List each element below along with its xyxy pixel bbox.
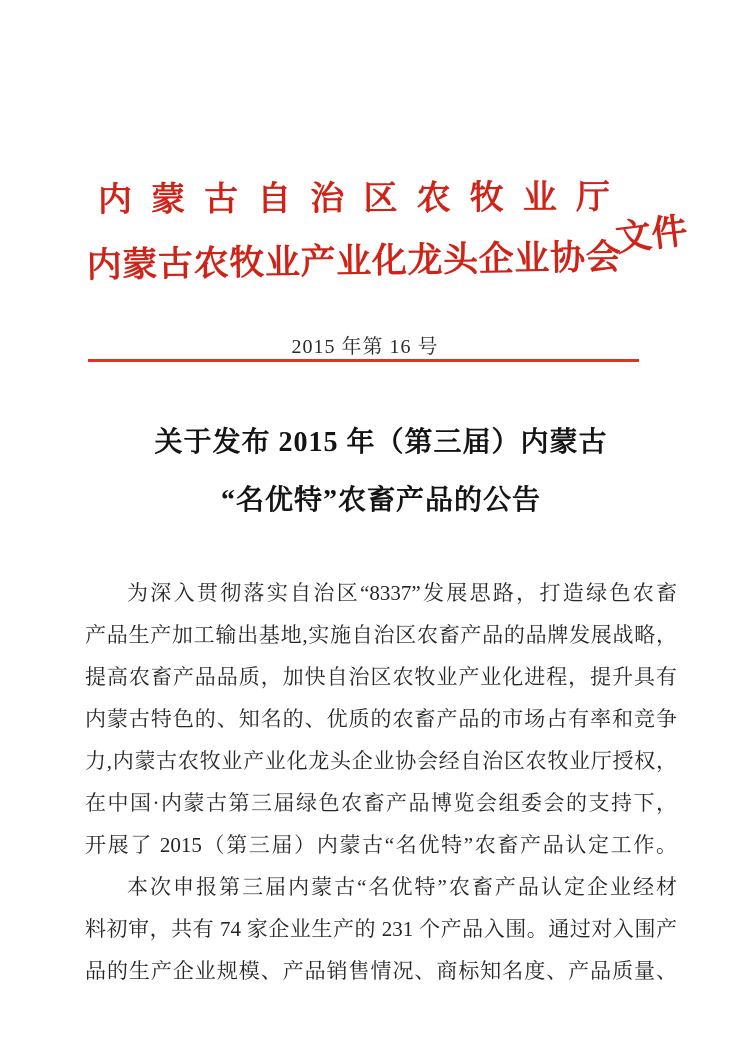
body-text xyxy=(85,578,677,998)
letterhead-document-suffix: 文件 xyxy=(613,210,690,259)
body-text-line: 产品生产加工输出基地,实施自治区农畜产品的品牌发展战略， xyxy=(85,623,677,647)
body-text-line: 为深入贯彻落实自治区“8337”发展思路，打造绿色农畜 xyxy=(127,581,677,605)
letterhead-issuer-primary: 内蒙古自治区农牧业厅 xyxy=(97,179,610,219)
body-text-line: 本次申报第三届内蒙古“名优特”农畜产品认定企业经材 xyxy=(127,875,677,899)
body-text-line: 开展了 2015（第三届）内蒙古“名优特”农畜产品认定工作。 xyxy=(85,833,677,857)
body-text-line: 提高农畜产品品质，加快自治区农牧业产业化进程，提升具有 xyxy=(85,665,677,689)
letterhead-divider-line xyxy=(88,359,639,362)
body-text-line: 品的生产企业规模、产品销售情况、商标知名度、产品质量、 xyxy=(85,959,677,983)
document-title-line1: 关于发布 2015 年（第三届）内蒙古 xyxy=(154,427,608,458)
document-number: 2015 年第 16 号 xyxy=(291,336,439,358)
letterhead-issuer-secondary: 内蒙古农牧业产业化龙头企业协会 xyxy=(86,237,621,285)
body-text-line: 料初审，共有 74 家企业生产的 231 个产品入围。通过对入围产 xyxy=(85,917,677,941)
body-text-line: 力,内蒙古农牧业产业化龙头企业协会经自治区农牧业厅授权， xyxy=(85,749,677,773)
document-title-line2: “名优特”农畜产品的公告 xyxy=(220,485,541,516)
body-text-line: 在中国·内蒙古第三届绿色农畜产品博览会组委会的支持下， xyxy=(85,791,677,815)
body-text-line: 内蒙古特色的、知名的、优质的农畜产品的市场占有率和竞争 xyxy=(85,707,677,731)
